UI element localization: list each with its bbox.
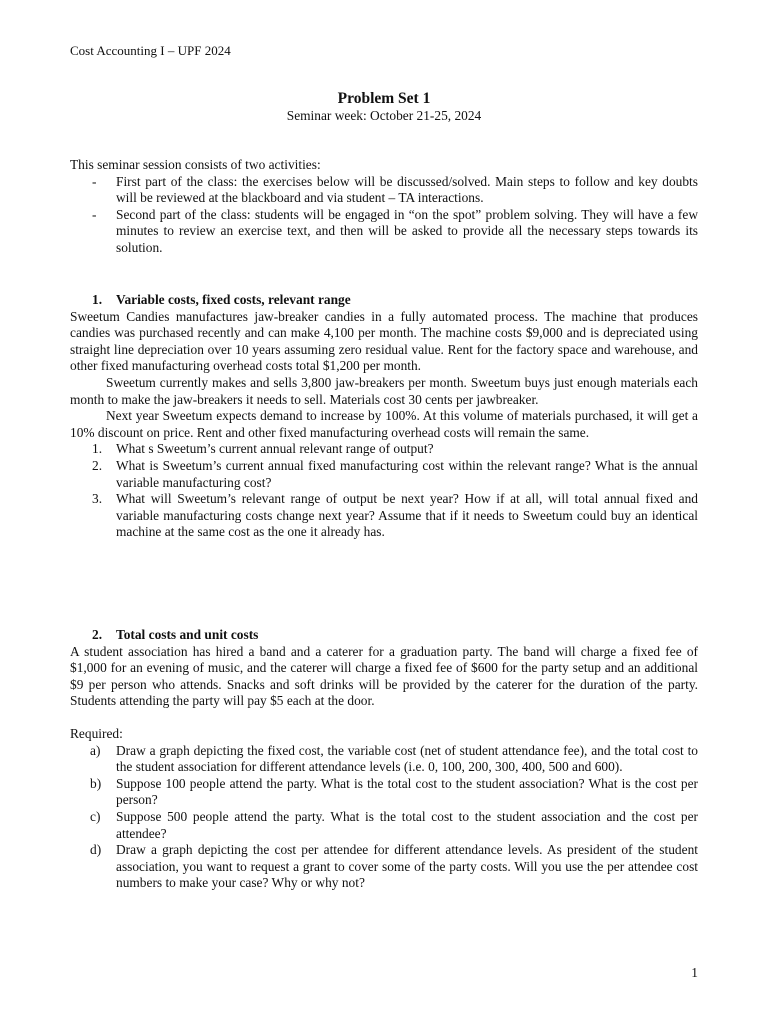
section-2 bbox=[70, 627, 698, 892]
list-item-text: What is Sweetum’s current annual fixed manufacturing cost within the relevant range? What is the annual variable manufacturing cost? bbox=[116, 457, 698, 490]
intro-block bbox=[70, 157, 698, 257]
section-1-paragraph-2: Sweetum currently makes and sells 3,800 jaw-breakers per month. Sweetum buys just enough materials each month to make the jaw-breakers it needs to sell. Materials cost 30 cents per jawbreaker. bbox=[70, 374, 698, 407]
list-item-text: First part of the class: the exercises below will be discussed/solved. Main steps to follow and key doubts will be reviewed at the blackboard and via student – TA interactions. bbox=[116, 173, 698, 206]
title-block bbox=[0, 90, 768, 125]
section-number: 1. bbox=[92, 292, 103, 307]
page-header: Cost Accounting I – UPF 2024 bbox=[70, 43, 231, 58]
section-1-heading bbox=[70, 292, 698, 309]
list-item bbox=[70, 776, 698, 809]
list-item bbox=[70, 441, 698, 458]
list-marker: a) bbox=[90, 742, 101, 758]
list-item bbox=[70, 809, 698, 842]
list-item-text: What will Sweetum’s relevant range of output be next year? How if at all, will total annual fixed and variable manufacturing costs change next year? Assume that if it needs to Sweetum could buy an identical machine at the same cost as the one it already has. bbox=[116, 491, 698, 540]
list-item-text: Draw a graph depicting the cost per attendee for different attendance levels. As president of the student association, you want to request a grant to cover some of the party costs. Will you use the per attendee cost numbers to make your case? Why or why not? bbox=[116, 842, 698, 891]
page-subtitle: Seminar week: October 21-25, 2024 bbox=[286, 108, 482, 123]
list-item bbox=[70, 174, 698, 207]
section-1-paragraph-1: Sweetum Candies manufactures jaw-breaker candies in a fully automated process. The machine that produces candies was purchased recently and can make 4,100 per month. The machine costs $9,000 and is depreciated using straight line depreciation over 10 years assuming zero residual value. Rent for the factory space and warehouse, and other fixed manufacturing overhead costs total $1,200 per month. bbox=[70, 308, 698, 374]
section-2-heading bbox=[70, 627, 698, 644]
list-item bbox=[70, 743, 698, 776]
list-item-text: Suppose 100 people attend the party. What is the total cost to the student association? What is the cost per person? bbox=[116, 775, 698, 808]
list-marker: - bbox=[92, 206, 97, 222]
required-label: Required: bbox=[70, 725, 123, 741]
activities-list bbox=[70, 174, 698, 257]
section-title: Total costs and unit costs bbox=[116, 627, 259, 642]
list-marker: 3. bbox=[92, 491, 103, 507]
page-title: Problem Set 1 bbox=[337, 90, 431, 107]
page-number: 1 bbox=[691, 965, 698, 980]
list-item-text: Suppose 500 people attend the party. What is the total cost to the student association and the cost per attendee? bbox=[116, 808, 698, 841]
section-1-paragraph-3: Next year Sweetum expects demand to increase by 100%. At this volume of materials purchased, it will get a 10% discount on price. Rent and other fixed manufacturing overhead costs will remain the same. bbox=[70, 408, 698, 440]
section-title: Variable costs, fixed costs, relevant range bbox=[116, 292, 351, 307]
section-1 bbox=[70, 292, 698, 541]
list-marker: b) bbox=[90, 775, 102, 791]
list-item bbox=[70, 842, 698, 892]
list-item-text: What s Sweetum’s current annual relevant range of output? bbox=[116, 441, 434, 457]
list-marker: d) bbox=[90, 842, 102, 858]
list-item-text: Second part of the class: students will be engaged in “on the spot” problem solving. They will have a few minutes to review an exercise text, and then will be asked to provide all the necessary steps towards its solution. bbox=[116, 206, 698, 255]
section-1-questions bbox=[70, 441, 698, 541]
list-marker: 2. bbox=[92, 457, 103, 473]
list-marker: - bbox=[92, 173, 97, 189]
section-number: 2. bbox=[92, 627, 103, 642]
intro-text: This seminar session consists of two activities: bbox=[70, 157, 321, 172]
section-2-questions bbox=[70, 743, 698, 892]
list-marker: c) bbox=[90, 808, 101, 824]
section-2-paragraph-1: A student association has hired a band and a caterer for a graduation party. The band will charge a fixed fee of $1,000 for an evening of music, and the caterer will charge a fixed fee of $600 for the party setup and an additional $9 per person who attends. Snacks and soft drinks will be provided by the caterer for the duration of the party. Students attending the party will pay $5 each at the door. bbox=[70, 643, 698, 709]
list-item bbox=[70, 458, 698, 491]
list-marker: 1. bbox=[92, 441, 103, 457]
list-item-text: Draw a graph depicting the fixed cost, the variable cost (net of student attendance fee), and the total cost to the student association for different attendance levels (i.e. 0, 100, 200, 300, 400, 500 and 600). bbox=[116, 742, 698, 775]
list-item bbox=[70, 491, 698, 541]
list-item bbox=[70, 207, 698, 257]
